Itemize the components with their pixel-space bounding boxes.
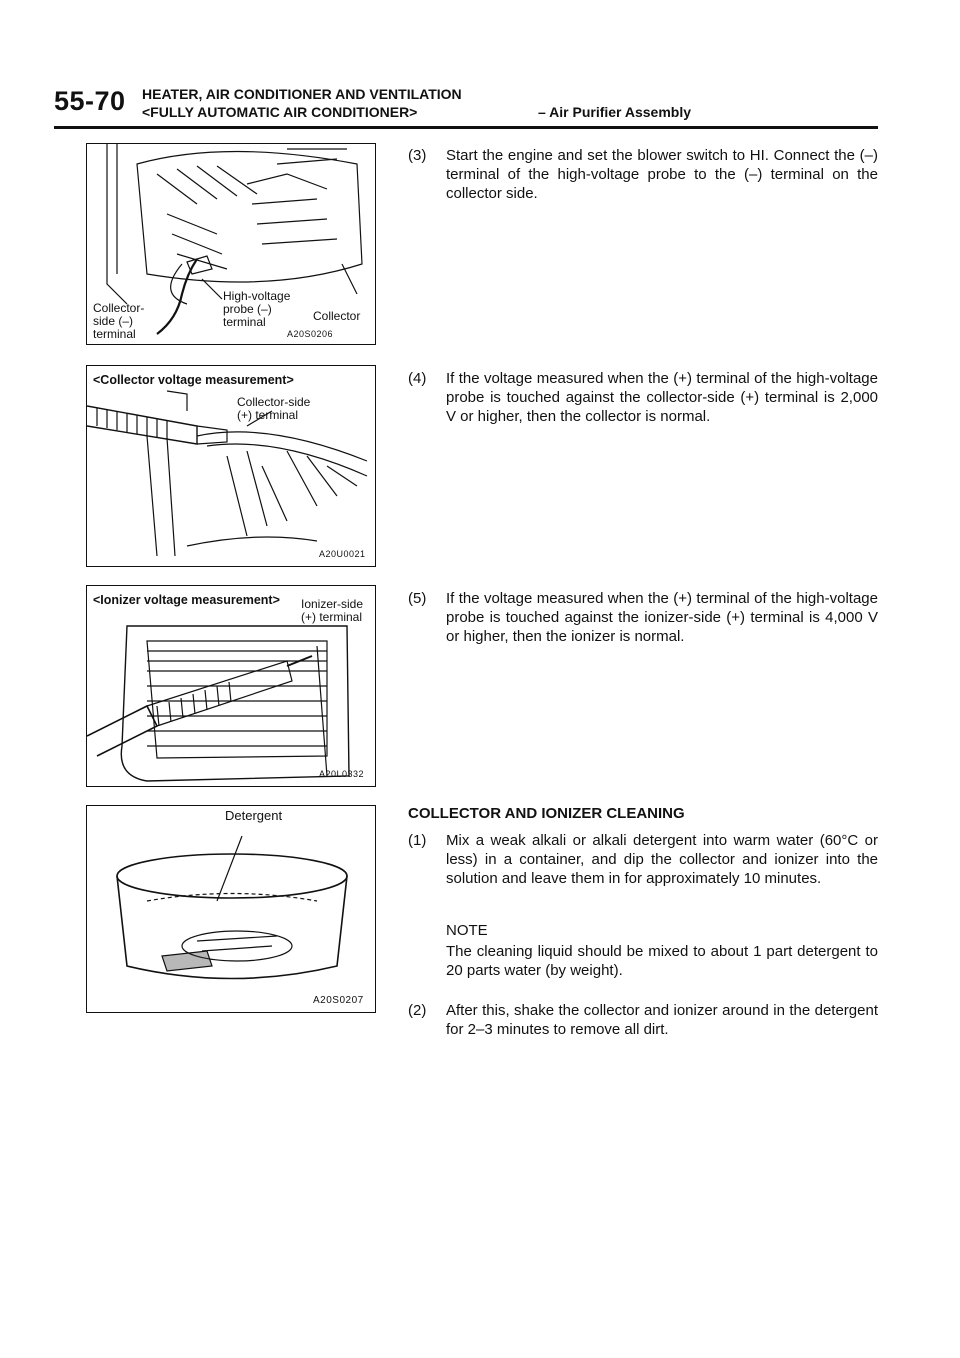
step-number: (1) — [408, 832, 427, 849]
step-number: (3) — [408, 147, 427, 164]
step-text: If the voltage measured when the (+) terminal of the high-voltage probe is touched against the ionizer-side (+) terminal is 4,000 V or higher, then the ionizer is normal. — [446, 590, 878, 645]
label-detergent: Detergent — [225, 808, 283, 823]
section-title: – Air Purifier Assembly — [538, 104, 692, 120]
step-4 — [408, 369, 878, 426]
note-heading: NOTE — [446, 922, 488, 939]
label-ionizer-side-plus-terminal: Ionizer-side (+) terminal — [301, 597, 364, 624]
illustration-detergent-container — [87, 806, 375, 1012]
note-text: The cleaning liquid should be mixed to about 1 part detergent to 20 parts water (by weight). — [446, 943, 878, 979]
figure-collector-probe-connection — [86, 143, 376, 345]
step-text: After this, shake the collector and ionizer around in the detergent for 2–3 minutes to remove all dirt. — [446, 1002, 878, 1038]
step-3 — [408, 146, 878, 203]
figure-code: A20L0332 — [319, 769, 365, 779]
figure-ionizer-voltage-measurement — [86, 585, 376, 787]
header-rule — [54, 126, 878, 129]
page-header — [54, 84, 878, 128]
figure-code: A20U0021 — [319, 549, 366, 559]
page-number: 55-70 — [54, 86, 126, 116]
step-number: (5) — [408, 590, 427, 607]
cleaning-step-1 — [408, 831, 878, 888]
illustration-collector-measurement — [87, 366, 375, 566]
figure-code: A20S0207 — [313, 995, 364, 1006]
chapter-title: HEATER, AIR CONDITIONER AND VENTILATION — [142, 86, 462, 102]
label-high-voltage-probe: High-voltage probe (–) terminal — [223, 289, 291, 329]
step-number: (2) — [408, 1002, 427, 1019]
figure-code: A20S0206 — [287, 329, 334, 339]
step-number: (4) — [408, 370, 427, 387]
subchapter-title: <FULLY AUTOMATIC AIR CONDITIONER> — [142, 104, 418, 120]
cleaning-section-title: COLLECTOR AND IONIZER CLEANING — [408, 805, 685, 822]
figure-detergent-cleaning — [86, 805, 376, 1013]
figure-collector-voltage-measurement — [86, 365, 376, 567]
label-collector-side-terminal: Collector- side (–) terminal — [93, 301, 145, 341]
step-text: If the voltage measured when the (+) terminal of the high-voltage probe is touched against the collector-side (+) terminal is 2,000 V or higher, then the collector is normal. — [446, 370, 878, 425]
step-text: Mix a weak alkali or alkali detergent into warm water (60°C or less) in a container, and dip the collector and ionizer into the solution and leave them in for approximately 10 minutes. — [446, 832, 878, 887]
figure-caption: <Ionizer voltage measurement> — [93, 593, 280, 607]
label-collector-side-plus-terminal: Collector-side (+) terminal — [237, 395, 311, 422]
step-5 — [408, 589, 878, 646]
label-collector: Collector — [313, 309, 361, 323]
step-text: Start the engine and set the blower switch to HI. Connect the (–) terminal of the high-voltage probe to the (–) terminal on the collector side. — [446, 147, 878, 202]
cleaning-step-2 — [408, 1001, 878, 1039]
figure-caption: <Collector voltage measurement> — [93, 373, 294, 387]
